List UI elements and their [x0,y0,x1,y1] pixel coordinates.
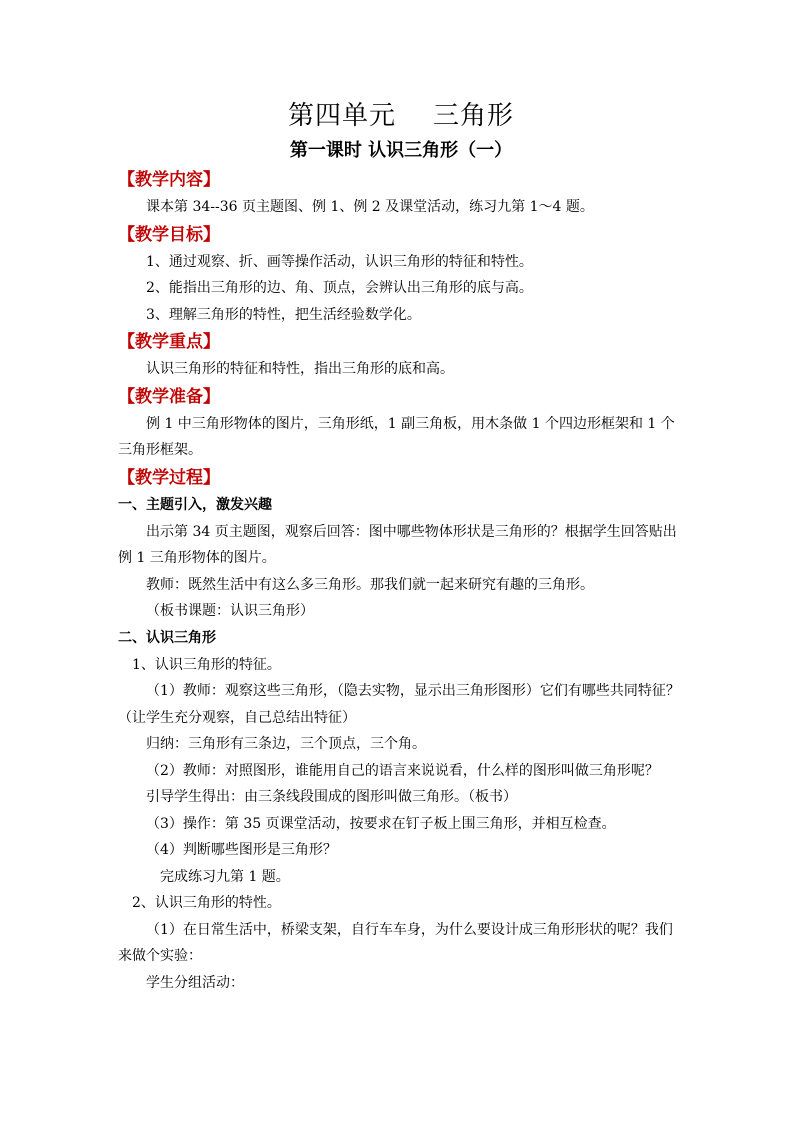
process-paragraph: （1）教师：观察这些三角形，（隐去实物，显示出三角形图形）它们有哪些共同特征？（让学生充分观察，自己总结出特征） [118,683,680,726]
process-paragraph: （3）操作：第 35 页课堂活动，按要求在钉子板上围三角形，并相互检查。 [146,815,616,832]
process-part1-title: 一、主题引入，激发兴趣 [118,496,272,513]
section-heading-content: 【教学内容】 [118,170,220,190]
process-paragraph: 完成练习九第 1 题。 [160,868,290,885]
content-text: 课本第 34--36 页主题图、例 1、例 2 及课堂活动，练习九第 1～4 题。 [146,199,594,215]
process-paragraph: 教师：既然生活中有这么多三角形。那我们就一起来研究有趣的三角形。 [146,576,594,593]
process-part2-title: 二、认识三角形 [118,629,216,646]
goal-item: 1、通过观察、折、画等操作活动，认识三角形的特征和特性。 [146,253,533,270]
process-step: 2、认识三角形的特性。 [132,895,281,911]
section-heading-preparation: 【教学准备】 [118,386,220,407]
section-heading-process: 【教学过程】 [118,467,220,488]
section-heading-key-points: 【教学重点】 [118,332,220,352]
section-heading-goals: 【教学目标】 [118,224,220,245]
process-paragraph: （1）在日常生活中，桥梁支架，自行车车身，为什么要设计成三角形形状的呢？我们来做个实验： [118,921,673,964]
process-paragraph: （4）判断哪些图形是三角形？ [146,842,337,858]
document-page [118,96,684,996]
goal-item: 2、能指出三角形的边、角、顶点，会辨认出三角形的底与高。 [146,280,533,296]
process-paragraph: 学生分组活动： [146,974,244,991]
goal-item: 3、理解三角形的特性，把生活经验数学化。 [146,306,421,323]
process-paragraph: 归纳：三角形有三条边，三个顶点，三个角。 [146,736,426,752]
process-step: 1、认识三角形的特征。 [132,656,281,673]
lesson-title: 第一课时 认识三角形（一） [289,140,513,161]
process-paragraph: （板书课题：认识三角形） [146,603,314,619]
key-points-text: 认识三角形的特征和特性，指出三角形的底和高。 [146,361,454,377]
process-paragraph: 引导学生得出：由三条线段围成的图形叫做三角形。（板书） [146,789,517,805]
preparation-text: 例 1 中三角形物体的图片，三角形纸，1 副三角板，用木条做 1 个四边形框架和 1 个三角形框架。 [118,415,675,458]
process-paragraph: （2）教师：对照图形，谁能用自己的语言来说说看，什么样的图形叫做三角形呢？ [146,762,659,779]
process-paragraph: 出示第 34 页主题图，观察后回答：图中哪些物体形状是三角形的？根据学生回答贴出例 1 三角形物体的图片。 [118,523,677,566]
unit-title: 第四单元 三角形 [287,101,515,131]
